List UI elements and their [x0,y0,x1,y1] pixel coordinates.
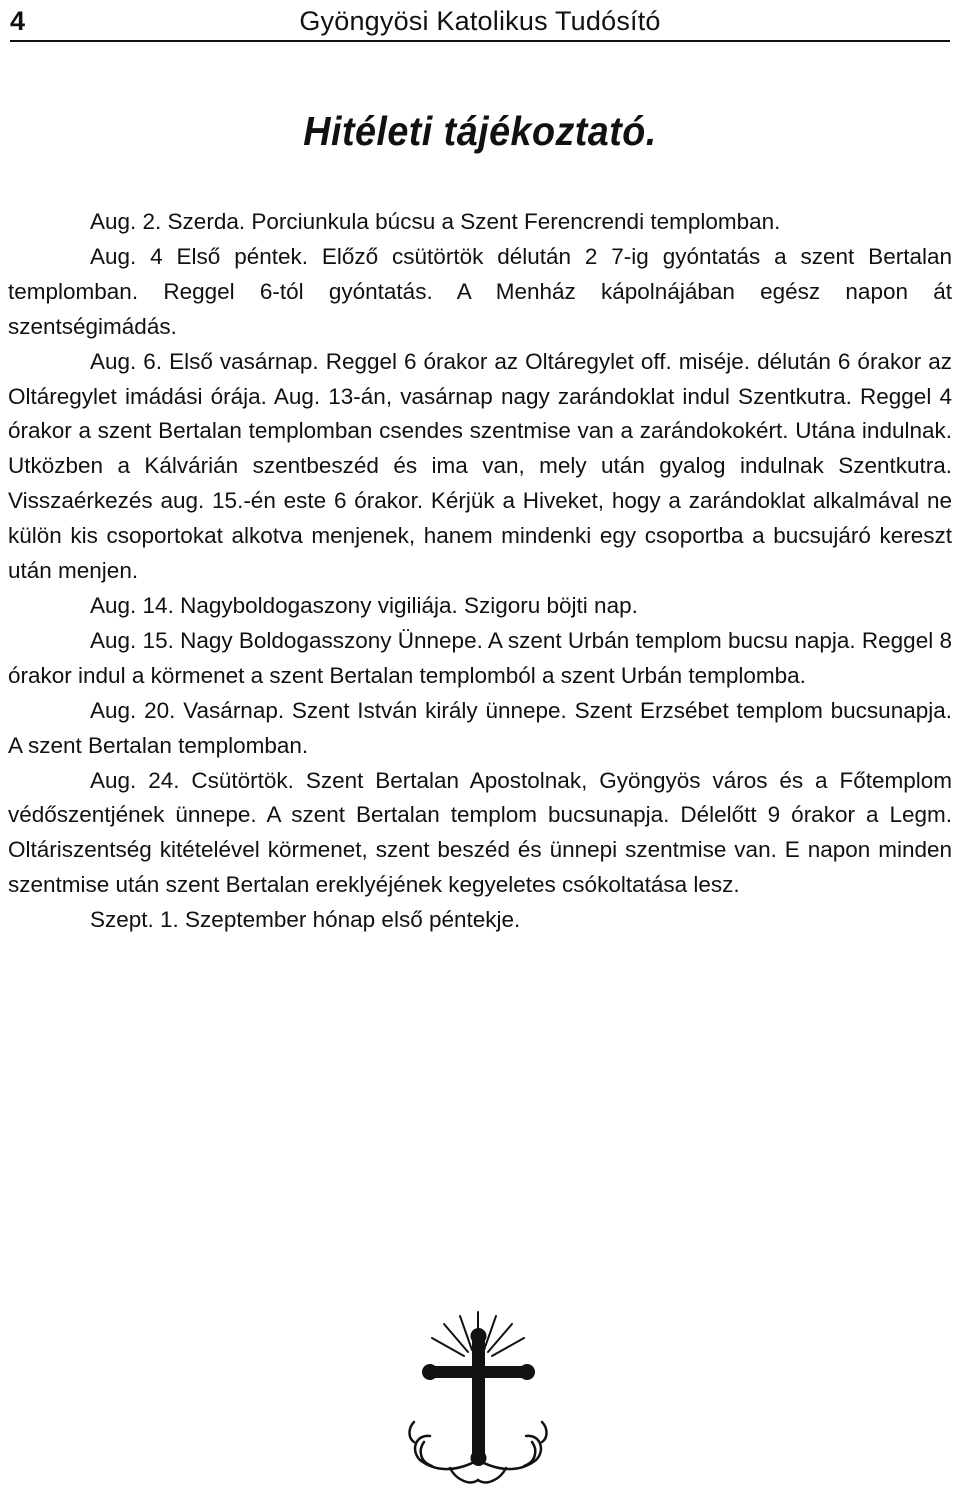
paragraph-aug-4: Aug. 4 Első péntek. Előző csütörtök délután 2 7-ig gyóntatás a szent Bertalan templomban. Reggel 6-tól gyóntatás. A Menház kápolnájában egész napon át szentségimádás. [8,243,952,339]
page-number: 4 [10,6,26,36]
paragraph-aug-6: Aug. 6. Első vasárnap. Reggel 6 órakor az Oltáregylet off. miséje. délután 6 órakor az Oltáregylet imádási órája. Aug. 13-án, vasárnap nagy zarándoklat indul Szentkutra. Reggel 4 órakor a szent Bertalan templomban csendes szentmise van a zarándokokért. Utána indulnak. Utközben a Kálvárián szentbeszéd és ima van, mely után gyalog indulnak Szentkutra. Visszaérkezés aug. 15.-én este 6 órakor. Kérjük a Hiveket, hogy a zarándoklat alkalmával ne külön kis csoportokat alkotva menjenek, hanem mindenki egy csoportba a bucsujáró kereszt után menjen. [8,348,952,584]
publication-title: Gyöngyösi Katolikus Tudósító [299,6,661,36]
paragraph-aug-14: Aug. 14. Nagyboldogaszony vigiliája. Szigoru böjti nap. [90,592,638,618]
article-body [8,205,952,938]
paragraph-sept-1: Szept. 1. Szeptember hónap első péntekje. [90,907,521,933]
article-title: Hitéleti tájékoztató. [303,108,657,154]
paragraph-aug-24: Aug. 24. Csütörtök. Szent Bertalan Apostolnak, Gyöngyös város és a Főtemplom védőszentjének ünnepe. A szent Bertalan templom bucsunapja. Délelőtt 9 órakor a Legm. Oltáriszentség kitételével körmenet, szent beszéd és ünnepi szentmise van. E napon minden szentmise után szent Bertalan ereklyéjének kegyeletes csókoltatása lesz. [8,767,952,898]
paragraph-aug-20: Aug. 20. Vasárnap. Szent István király ünnepe. Szent Erzsébet templom bucsunapja. A szent Bertalan templomban. [8,697,952,758]
paragraph-aug-15: Aug. 15. Nagy Boldogasszony Ünnepe. A szent Urbán templom bucsu napja. Reggel 8 órakor indul a körmenet a szent Bertalan templomból a szent Urbán templomba. [8,627,952,688]
cross-icon [390,1310,570,1490]
running-header [10,6,950,42]
paragraph-aug-2: Aug. 2. Szerda. Porciunkula búcsu a Szent Ferencrendi templomban. [90,209,781,234]
